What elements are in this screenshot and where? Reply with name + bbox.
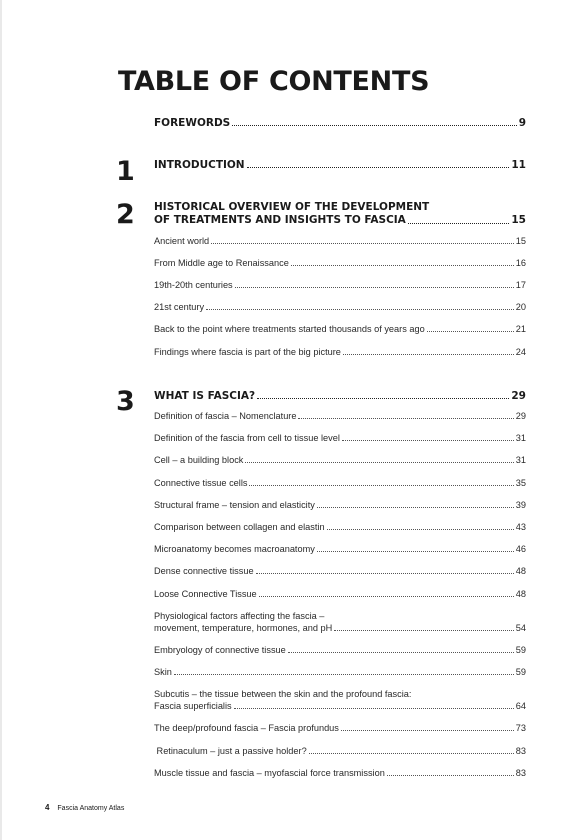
dot-leader	[427, 331, 514, 332]
dot-leader	[206, 309, 514, 310]
toc-entry-label: The deep/profound fascia – Fascia profundus	[154, 723, 339, 733]
toc-entry-label-line1: Physiological factors affecting the fascia –	[154, 611, 325, 621]
dot-leader	[235, 287, 514, 288]
toc-page-number: 15	[515, 236, 526, 246]
toc-chapter-historical-overview[interactable]	[154, 201, 526, 227]
toc-entry-label: Dense connective tissue	[154, 566, 254, 576]
toc-entry[interactable]	[154, 722, 526, 734]
toc-entry[interactable]	[154, 644, 526, 656]
toc-entry-label: 21st century	[154, 302, 205, 312]
toc-page-number: 83	[515, 746, 526, 756]
toc-entry-label: FOREWORDS	[154, 117, 231, 129]
toc-entry-multiline[interactable]	[154, 688, 526, 712]
toc-chapter-introduction[interactable]	[154, 159, 526, 171]
chapter-number: 2	[116, 199, 135, 230]
dot-leader	[387, 775, 514, 776]
toc-entry-multiline[interactable]	[154, 610, 526, 634]
chapter-number: 1	[116, 156, 135, 187]
dot-leader	[317, 551, 514, 552]
dot-leader	[249, 485, 513, 486]
toc-entry-label: From Middle age to Renaissance	[154, 258, 289, 268]
footer-book-title: Fascia Anatomy Atlas	[57, 805, 125, 812]
toc-page-number: 16	[515, 258, 526, 268]
page-title: TABLE OF CONTENTS	[118, 66, 430, 97]
toc-entry[interactable]	[154, 235, 526, 247]
dot-leader	[247, 167, 510, 168]
toc-page-number: 24	[515, 347, 526, 357]
toc-entry-label: Back to the point where treatments started thousands of years ago	[154, 324, 425, 334]
toc-entry-label: Connective tissue cells	[154, 478, 248, 488]
toc-entry-label: Definition of the fascia from cell to tissue level	[154, 433, 340, 443]
toc-chapter-title-line1: HISTORICAL OVERVIEW OF THE DEVELOPMENT	[154, 201, 430, 213]
dot-leader	[342, 440, 514, 441]
dot-leader	[298, 418, 513, 419]
toc-entry-label: 19th-20th centuries	[154, 280, 233, 290]
toc-entry-label-line1: Subcutis – the tissue between the skin and the profound fascia:	[154, 689, 412, 699]
toc-page-number: 48	[515, 566, 526, 576]
dot-leader	[257, 398, 509, 399]
toc-entry-label: Embryology of connective tissue	[154, 645, 286, 655]
dot-leader	[174, 674, 514, 675]
toc-entry[interactable]	[154, 432, 526, 444]
toc-entry-label: Definition of fascia – Nomenclature	[154, 411, 297, 421]
toc-page-number: 73	[515, 723, 526, 733]
toc-entry[interactable]	[154, 346, 526, 358]
toc-page-number: 59	[515, 667, 526, 677]
footer-page-number: 4	[45, 803, 50, 812]
dot-leader	[245, 462, 513, 463]
dot-leader	[309, 753, 514, 754]
toc-entry[interactable]	[154, 323, 526, 335]
dot-leader	[334, 630, 514, 631]
document-page	[2, 0, 567, 840]
dot-leader	[234, 708, 514, 709]
toc-page-number: 15	[511, 214, 526, 226]
dot-leader	[288, 652, 514, 653]
dot-leader	[317, 507, 514, 508]
dot-leader	[211, 243, 514, 244]
toc-page-number: 31	[515, 433, 526, 443]
toc-entry[interactable]	[154, 666, 526, 678]
toc-page-number: 35	[515, 478, 526, 488]
toc-entry-label: Structural frame – tension and elasticity	[154, 500, 315, 510]
toc-entry-label: Ancient world	[154, 236, 210, 246]
toc-entry[interactable]	[154, 745, 526, 757]
toc-page-number: 64	[515, 701, 526, 711]
toc-entry[interactable]	[154, 279, 526, 291]
toc-page-number: 17	[515, 280, 526, 290]
toc-entry[interactable]	[154, 301, 526, 313]
toc-chapter-what-is-fascia[interactable]	[154, 390, 526, 402]
chapter-number: 3	[116, 386, 135, 417]
toc-page-number: 83	[515, 768, 526, 778]
toc-entry-label: Comparison between collagen and elastin	[154, 522, 325, 532]
toc-chapter-title: WHAT IS FASCIA?	[154, 390, 256, 402]
toc-page-number: 29	[515, 411, 526, 421]
page-footer	[45, 803, 124, 812]
dot-leader	[232, 125, 516, 126]
toc-page-number: 48	[515, 589, 526, 599]
toc-page-number: 39	[515, 500, 526, 510]
toc-chapter-title: INTRODUCTION	[154, 159, 245, 171]
toc-entry[interactable]	[154, 499, 526, 511]
toc-page-number: 43	[515, 522, 526, 532]
toc-entry[interactable]	[154, 543, 526, 555]
dot-leader	[341, 730, 514, 731]
toc-entry[interactable]	[154, 565, 526, 577]
toc-entry-label: Cell – a building block	[154, 455, 244, 465]
toc-page-number: 11	[511, 159, 526, 171]
dot-leader	[291, 265, 514, 266]
dot-leader	[343, 354, 514, 355]
toc-entry[interactable]	[154, 477, 526, 489]
toc-page-number: 29	[511, 390, 526, 402]
dot-leader	[408, 223, 510, 224]
toc-page-number: 31	[515, 455, 526, 465]
toc-chapter-title-line2: OF TREATMENTS AND INSIGHTS TO FASCIA	[154, 214, 406, 226]
toc-entry-label: Microanatomy becomes macroanatomy	[154, 544, 315, 554]
dot-leader	[256, 573, 514, 574]
toc-entry-label-line2: movement, temperature, hormones, and pH	[154, 623, 333, 633]
toc-entry[interactable]	[154, 767, 526, 779]
toc-page-number: 9	[518, 117, 526, 129]
toc-page-number: 46	[515, 544, 526, 554]
toc-entry[interactable]	[154, 521, 526, 533]
toc-entry[interactable]	[154, 410, 526, 422]
toc-page-number: 20	[515, 302, 526, 312]
toc-entry-label: Skin	[154, 667, 172, 677]
toc-page-number: 59	[515, 645, 526, 655]
toc-entry[interactable]	[154, 257, 526, 269]
toc-entry[interactable]	[154, 588, 526, 600]
toc-page-number: 54	[515, 623, 526, 633]
toc-entry-label: Loose Connective Tissue	[154, 589, 257, 599]
toc-page-number: 21	[515, 324, 526, 334]
toc-entry-label: Findings where fascia is part of the big picture	[154, 347, 341, 357]
dot-leader	[327, 529, 514, 530]
toc-entry-label: Retinaculum – just a passive holder?	[154, 746, 307, 756]
toc-entry[interactable]	[154, 454, 526, 466]
dot-leader	[259, 596, 514, 597]
toc-entry-label: Muscle tissue and fascia – myofascial force transmission	[154, 768, 385, 778]
toc-entry-label-line2: Fascia superficialis	[154, 701, 232, 711]
toc-entry-forewords[interactable]	[154, 117, 526, 129]
